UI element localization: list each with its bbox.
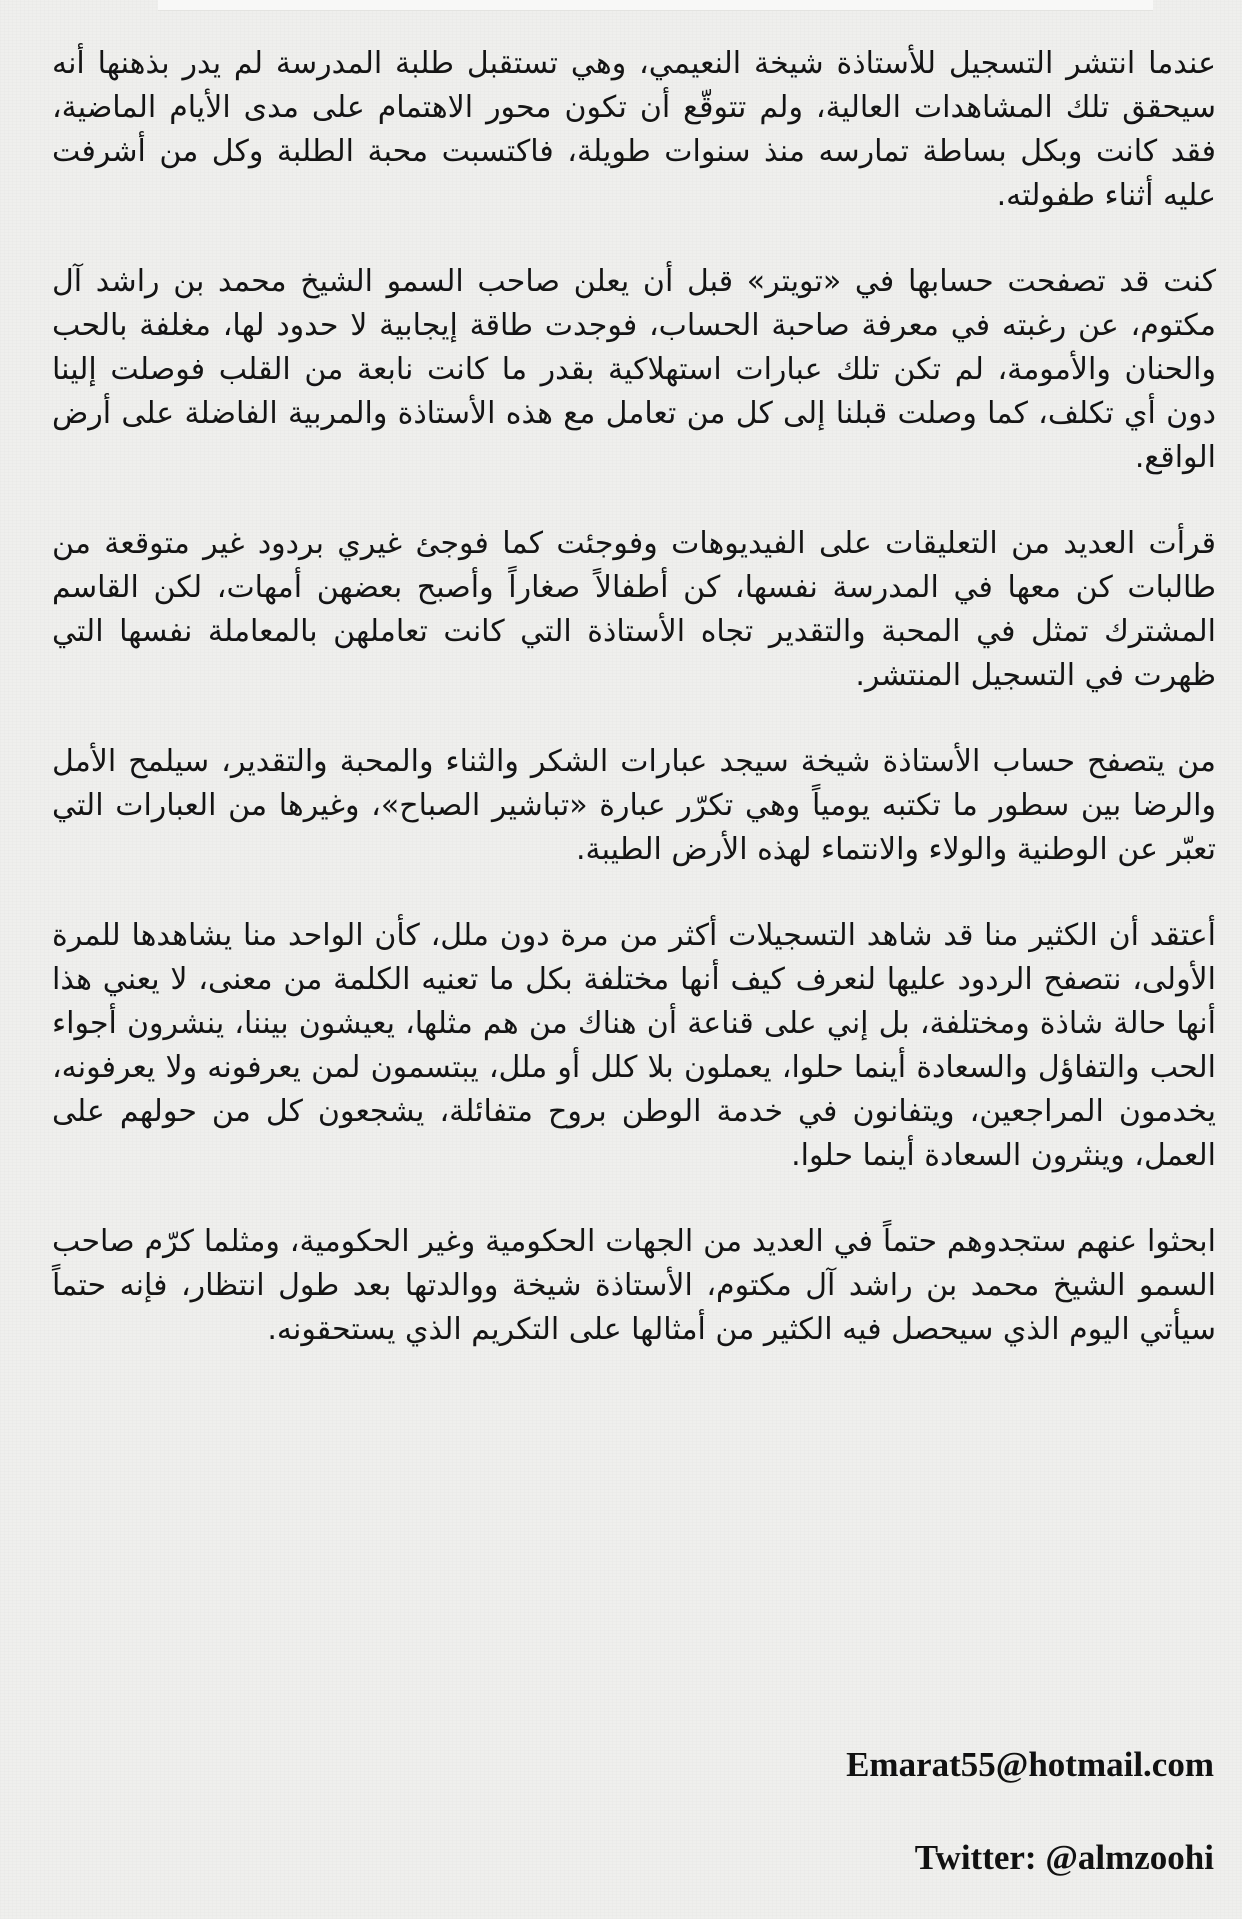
article-paragraph-3: قرأت العديد من التعليقات على الفيديوهات وفوجئت كما فوجئ غيري بردود غير متوقعة من طالبات كن معها في المدرسة نفسها، كن أطفالاً صغاراً وأصبح بعضهن أمهات، لكن القاسم المشترك تمثل في المحبة والتقدير تجاه الأستاذة التي كانت تعاملهن بالمعاملة نفسها التي ظهرت في التسجيل المنتشر. — [52, 526, 1216, 693]
author-email: Emarat55@hotmail.com — [846, 1745, 1214, 1784]
article-paragraph-4: من يتصفح حساب الأستاذة شيخة سيجد عبارات الشكر والثناء والمحبة والتقدير، سيلمح الأمل والرضا بين سطور ما تكتبه يومياً وهي تكرّر عبارة «تباشير الصباح»، وغيرها من العبارات التي تعبّر عن الوطنية والولاء والانتماء لهذه الأرض الطيبة. — [52, 744, 1216, 867]
article-paragraph-2: كنت قد تصفحت حسابها في «تويتر» قبل أن يعلن صاحب السمو الشيخ محمد بن راشد آل مكتوم، عن رغبته في معرفة صاحبة الحساب، فوجدت طاقة إيجابية لا حدود لها، مغلفة بالحب والحنان والأمومة، لم تكن تلك عبارات استهلاكية بقدر ما كانت نابعة من القلب فوصلت إلينا دون أي تكلف، كما وصلت قبلنا إلى كل من تعامل مع هذه الأستاذة والمربية الفاضلة على أرض الواقع. — [52, 264, 1216, 475]
article-paragraph-5: أعتقد أن الكثير منا قد شاهد التسجيلات أكثر من مرة دون ملل، كأن الواحد منا يشاهدها للمرة الأولى، نتصفح الردود عليها لنعرف كيف أنها مختلفة بكل ما تعنيه الكلمة من معنى، لا يعني هذا أنها حالة شاذة ومختلفة، بل إني على قناعة أن هناك من هم مثلها، يعيشون بيننا، ينشرون أجواء الحب والتفاؤل والسعادة أينما حلوا، يعملون بلا كلل أو ملل، يبتسمون لمن يعرفونه ولا يعرفونه، يخدمون المراجعين، ويتفانون في خدمة الوطن بروح متفائلة، يشجعون كل من حولهم على العمل، وينثرون السعادة أينما حلوا. — [52, 918, 1216, 1173]
article-body — [52, 42, 1216, 1394]
top-border-strip — [158, 0, 1153, 11]
article-paragraph-1: عندما انتشر التسجيل للأستاذة شيخة النعيمي، وهي تستقبل طلبة المدرسة لم يدر بذهنها أنه سيحقق تلك المشاهدات العالية، ولم تتوقّع أن تكون محور الاهتمام على مدى الأيام الماضية، فقد كانت وبكل بساطة تمارسه منذ سنوات طويلة، فاكتسبت محبة الطلبة وكل من أشرفت عليه أثناء طفولته. — [52, 46, 1216, 213]
article-paragraph-6: ابحثوا عنهم ستجدوهم حتماً في العديد من الجهات الحكومية وغير الحكومية، ومثلما كرّم صاحب السمو الشيخ محمد بن راشد آل مكتوم، الأستاذة شيخة ووالدتها بعد طول انتظار، فإنه حتماً سيأتي اليوم الذي سيحصل فيه الكثير من أمثالها على التكريم الذي يستحقونه. — [52, 1224, 1216, 1347]
author-twitter-handle: Twitter: @almzoohi — [914, 1838, 1214, 1877]
